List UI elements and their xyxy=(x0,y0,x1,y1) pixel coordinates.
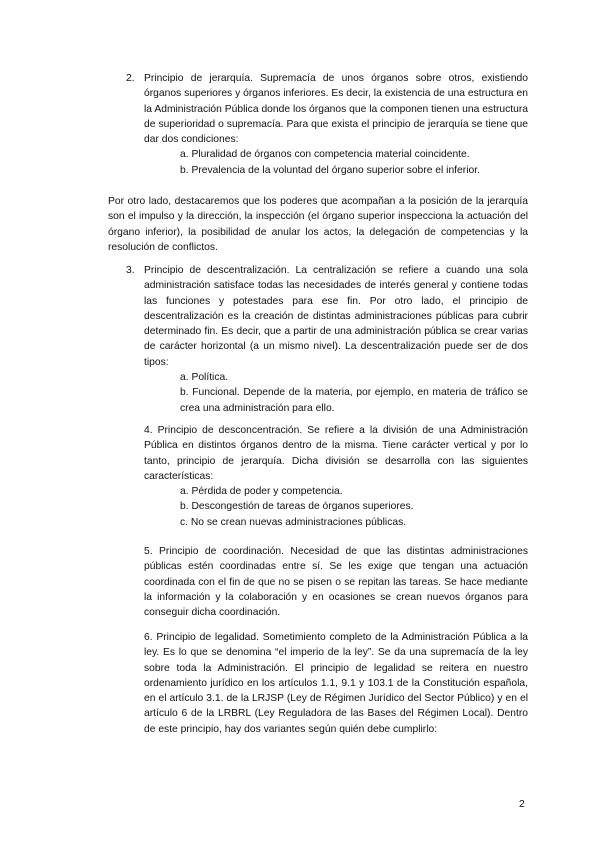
list-item-legalidad xyxy=(144,630,528,737)
subitem: a. Pérdida de poder y competencia. xyxy=(180,486,343,498)
item-text: 5. Principio de coordinación. Necesidad de que las distintas administraciones públicas estén coordinadas entre sí. Se les exige que tengan una actuación coordinada con el fin de que no se pisen o se repitan las tareas. Se hace mediante la información y la colaboración y en ocasiones se crean nuevos órganos para conseguir dicha coordinación. xyxy=(144,546,528,619)
subitem: b. Descongestión de tareas de órganos superiores. xyxy=(180,501,414,513)
item-text: Principio de descentralización. La centralización se refiere a cuando una sola administración satisface todas las necesidades de interés general y contiene todas las funciones y potestades para ese fin. Por otro lado, el principio de descentralización es la creación de distintas administraciones públicas para cubrir determinado fin. Es decir, que a partir de una administración pública se crear varias de carácter horizontal (a un mismo nivel). La descentralización puede ser de dos tipos: xyxy=(144,265,528,368)
item-text: Principio de jerarquía. Supremacía de unos órganos sobre otros, existiendo órganos superiores y órganos inferiores. Es decir, la existencia de una estructura en la Administración Pública donde los órganos que la componen tienen una estructura de superioridad o supremacía. Para que exista el principio de jerarquía se tiene que dar dos condiciones: xyxy=(144,73,528,146)
subitem: a. Pluralidad de órganos con competencia material coincidente. xyxy=(180,149,470,161)
item-text: 4. Principio de desconcentración. Se refiere a la división de una Administración Pública en distintos órganos dentro de la misma. Tiene carácter vertical y por lo tanto, principio de jerarquía. Dicha división se desarrolla con las siguientes características: xyxy=(144,425,528,482)
list-item-desconcentracion xyxy=(144,423,528,530)
page-number: 2 xyxy=(519,799,525,810)
subitem: b. Funcional. Depende de la materia, por ejemplo, en materia de tráfico se crea una administración para ello. xyxy=(180,387,528,414)
list-item-descentralizacion xyxy=(126,263,528,416)
subitem: b. Prevalencia de la voluntad del órgano superior sobre el inferior. xyxy=(180,164,480,176)
list-item-coordinacion xyxy=(144,544,528,620)
list-item-jerarquia xyxy=(126,71,528,178)
paragraph xyxy=(108,194,528,255)
paragraph-text: Por otro lado, destacaremos que los poderes que acompañan a la posición de la jerarquía son el impulso y la dirección, la inspección (el órgano superior inspecciona la actuación del órgano inferior), la posibilidad de anular los actos, la delegación de competencias y la resolución de conflictos. xyxy=(108,196,528,253)
subitem: c. No se crean nuevas administraciones públicas. xyxy=(180,516,407,528)
list-number: 3. xyxy=(126,265,135,276)
list-number: 2. xyxy=(126,73,135,84)
subitem: a. Política. xyxy=(180,372,229,384)
item-text: 6. Principio de legalidad. Sometimiento completo de la Administración Pública a la ley. Es lo que se denomina “el imperio de la ley”. Se da una supremacía de la ley sobre toda la Administración. El principio de legalidad se reitera en nuestro ordenamiento jurídico en los artículos 1.1, 9.1 y 103.1 de la Constitución española, en el artículo 3.1. de la LRJSP (Ley de Régimen Jurídico del Sector Público) y en el artículo 6 de la LRBRL (Ley Reguladora de las Bases del Régimen Local). Dentro de este principio, hay dos variantes según quién debe cumplirlo: xyxy=(144,632,528,735)
